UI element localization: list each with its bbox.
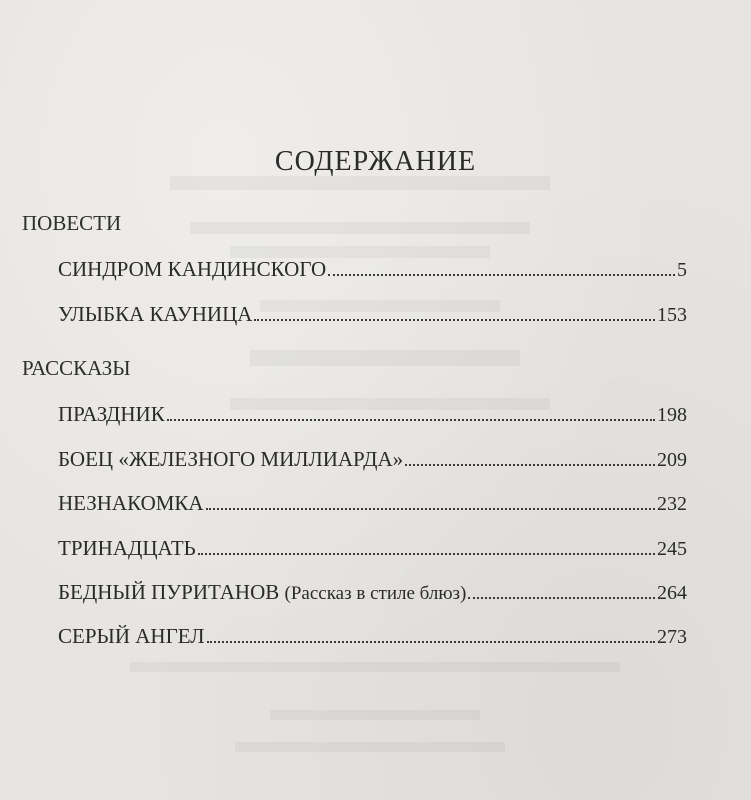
entry-title-main: БЕДНЫЙ ПУРИТАНОВ [58,580,280,604]
entry-page-number: 273 [657,626,687,648]
bleed-through-decoration [170,176,550,190]
toc-entry [58,257,687,282]
entry-page-number: 5 [677,259,687,281]
dot-leader [328,274,675,276]
toc-entry [58,302,687,327]
entry-page-number: 232 [657,493,687,515]
bleed-through-decoration [250,350,520,366]
dot-leader [207,641,655,643]
page-title: СОДЕРЖАНИЕ [274,146,477,177]
toc-entry [58,624,687,649]
entry-title: ТРИНАДЦАТЬ [58,536,196,560]
entry-title: УЛЫБКА КАУНИЦА [58,302,253,326]
toc-entry [58,580,687,605]
dot-leader [198,553,655,555]
dot-leader [468,597,655,599]
section-heading-rasskazy: РАССКАЗЫ [22,356,131,380]
toc-entry [58,536,687,561]
entry-title: СЕРЫЙ АНГЕЛ [58,624,205,648]
bleed-through-decoration [190,222,530,234]
toc-entry [58,491,687,516]
entry-page-number: 209 [657,449,687,471]
dot-leader [206,508,655,510]
dot-leader [405,464,655,466]
entry-page-number: 153 [657,304,687,326]
entry-title [58,580,466,605]
entry-subtitle: (Рассказ в стиле блюз) [284,583,467,604]
bleed-through-decoration [270,710,480,720]
section-heading-povesti: ПОВЕСТИ [22,211,122,235]
entry-page-number: 264 [657,582,687,604]
entry-title: НЕЗНАКОМКА [58,491,204,515]
dot-leader [254,319,655,321]
entry-page-number: 198 [657,404,687,426]
entry-page-number: 245 [657,538,687,560]
toc-entry [58,402,687,427]
entry-title: БОЕЦ «ЖЕЛЕЗНОГО МИЛЛИАРДА» [58,447,404,471]
bleed-through-decoration [130,662,620,672]
bleed-through-decoration [235,742,505,752]
entry-title: СИНДРОМ КАНДИНСКОГО [58,257,327,281]
entry-title: ПРАЗДНИК [58,402,165,426]
dot-leader [167,419,655,421]
toc-entry [58,447,687,472]
